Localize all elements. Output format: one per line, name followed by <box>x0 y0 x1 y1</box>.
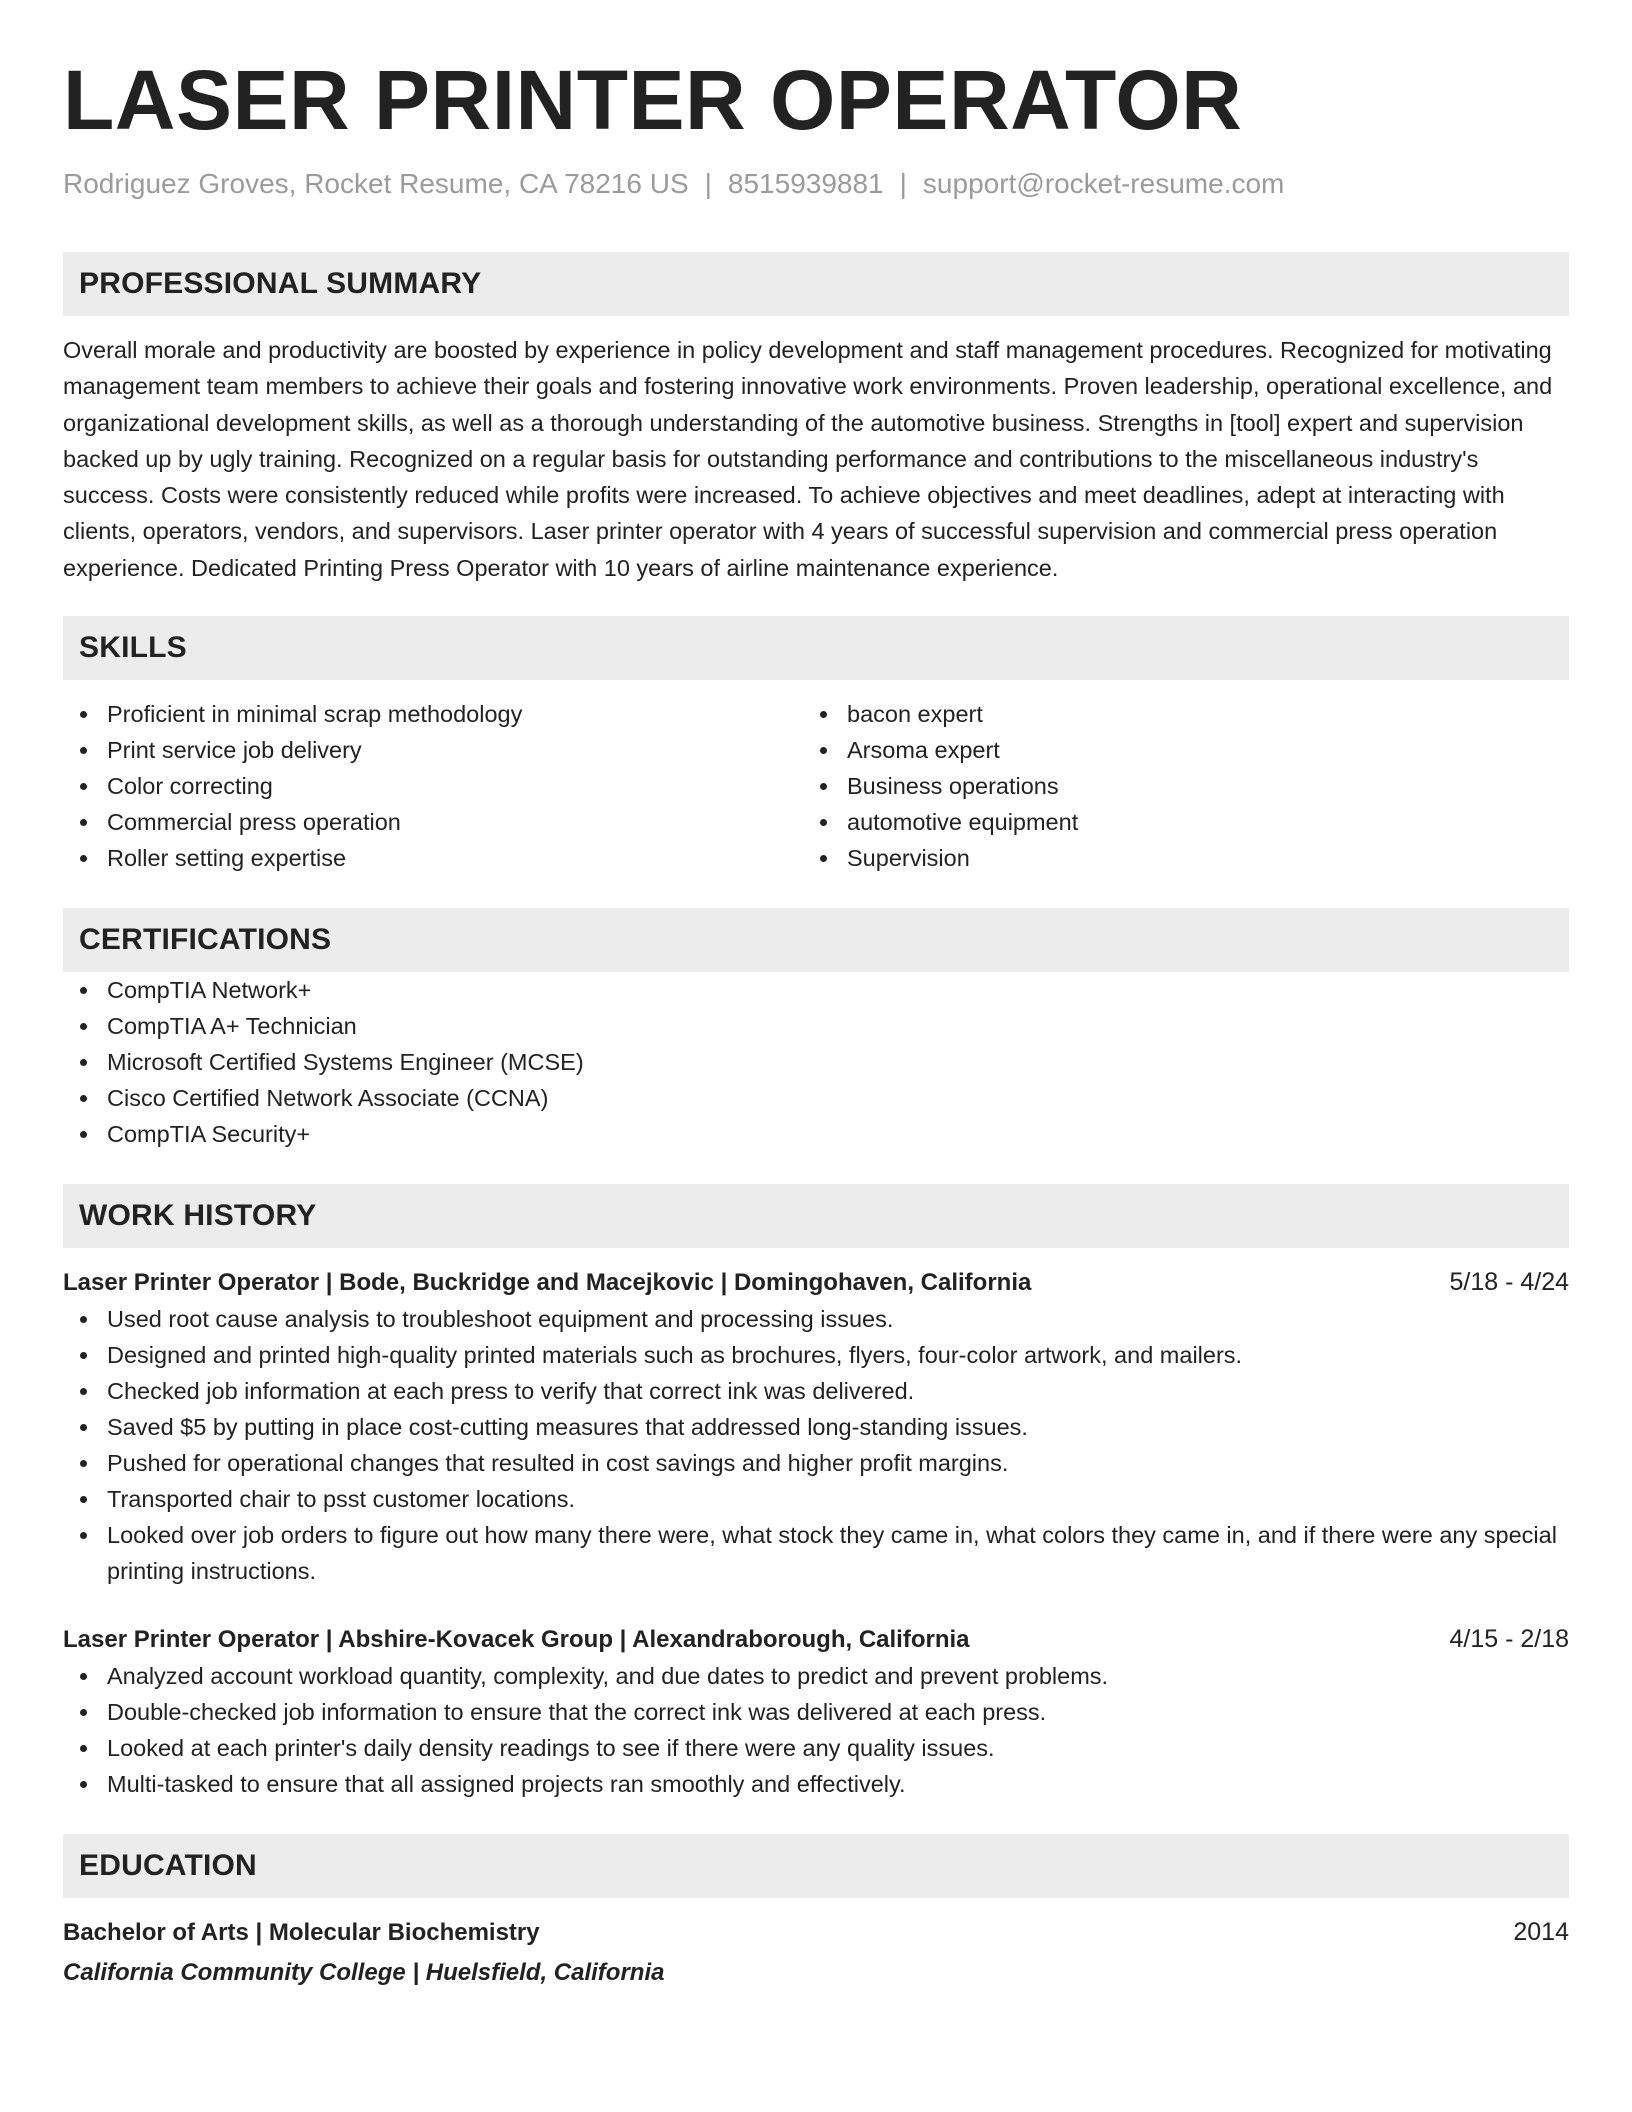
contact-separator: | <box>899 168 907 199</box>
job-entry <box>63 1621 1569 1802</box>
skills-column-left <box>63 696 803 876</box>
education-section <box>63 1834 1569 1991</box>
skills-heading: SKILLS <box>63 616 1569 680</box>
skill-item: Business operations <box>803 768 1543 804</box>
job-bullet: Designed and printed high-quality printed materials such as brochures, flyers, four-color artwork, and mailers. <box>63 1337 1569 1373</box>
education-school: California Community College | Huelsfield, California <box>63 1959 665 1987</box>
contact-address: Rodriguez Groves, Rocket Resume, CA 78216 US <box>63 168 689 199</box>
work-history-heading: WORK HISTORY <box>63 1184 1569 1248</box>
skill-item: Supervision <box>803 840 1543 876</box>
education-header <box>63 1914 1569 1951</box>
job-dates: 4/15 - 2/18 <box>1449 1625 1569 1654</box>
skill-item: Proficient in minimal scrap methodology <box>63 696 803 732</box>
job-header <box>63 1264 1569 1301</box>
certifications-list <box>63 972 1569 1152</box>
job-bullet: Transported chair to psst customer locations. <box>63 1481 1569 1517</box>
skill-item: Commercial press operation <box>63 804 803 840</box>
education-year: 2014 <box>1513 1918 1569 1947</box>
job-dates: 5/18 - 4/24 <box>1449 1268 1569 1297</box>
contact-separator: | <box>704 168 712 199</box>
skill-item: Color correcting <box>63 768 803 804</box>
summary-text: Overall morale and productivity are boosted by experience in policy development and staff management procedures. Recognized for motivating management team members to achieve their goals and fostering innovative work environments. Proven leadership, operational excellence, and organizational development skills, as well as a thorough understanding of the automotive business. Strengths in [tool] expert and supervision backed up by ugly training. Recognized on a regular basis for outstanding performance and contributions to the miscellaneous industry's success. Costs were consistently reduced while profits were increased. To achieve objectives and meet deadlines, adept at interacting with clients, operators, vendors, and supervisors. Laser printer operator with 4 years of successful supervision and commercial press operation experience. Dedicated Printing Press Operator with 10 years of airline maintenance experience. <box>63 337 1553 581</box>
job-bullet: Pushed for operational changes that resulted in cost savings and higher profit margins. <box>63 1445 1569 1481</box>
summary-heading: PROFESSIONAL SUMMARY <box>63 252 1569 316</box>
job-bullets <box>63 1301 1569 1589</box>
contact-line <box>63 166 1569 202</box>
skills-grid <box>63 696 1569 876</box>
job-entry <box>63 1264 1569 1589</box>
certification-item: CompTIA A+ Technician <box>63 1008 1569 1044</box>
contact-phone: 8515939881 <box>727 168 884 199</box>
job-title: Laser Printer Operator | Abshire-Kovacek Group | Alexandraborough, California <box>63 1626 970 1654</box>
job-bullet: Multi-tasked to ensure that all assigned projects ran smoothly and effectively. <box>63 1766 1569 1802</box>
job-title: Laser Printer Operator | Bode, Buckridge and Macejkovic | Domingohaven, California <box>63 1269 1032 1297</box>
work-history-section <box>63 1184 1569 1802</box>
certifications-section <box>63 908 1569 1152</box>
skills-section <box>63 616 1569 876</box>
job-bullets <box>63 1658 1569 1802</box>
summary-section <box>63 252 1569 586</box>
certification-item: Cisco Certified Network Associate (CCNA) <box>63 1080 1569 1116</box>
skill-item: bacon expert <box>803 696 1543 732</box>
candidate-name: LASER PRINTER OPERATOR <box>63 53 1243 147</box>
job-bullet: Used root cause analysis to troubleshoot equipment and processing issues. <box>63 1301 1569 1337</box>
job-bullet: Looked over job orders to figure out how many there were, what stock they came in, what colors they came in, and if there were any special printing instructions. <box>63 1517 1569 1589</box>
education-degree: Bachelor of Arts | Molecular Biochemistry <box>63 1919 540 1947</box>
skill-item: Roller setting expertise <box>63 840 803 876</box>
certification-item: Microsoft Certified Systems Engineer (MCSE) <box>63 1044 1569 1080</box>
job-bullet: Checked job information at each press to verify that correct ink was delivered. <box>63 1373 1569 1409</box>
skill-item: Arsoma expert <box>803 732 1543 768</box>
contact-email: support@rocket-resume.com <box>922 168 1285 199</box>
skills-column-right <box>803 696 1543 876</box>
certification-item: CompTIA Security+ <box>63 1116 1569 1152</box>
job-bullet: Saved $5 by putting in place cost-cutting measures that addressed long-standing issues. <box>63 1409 1569 1445</box>
job-bullet: Analyzed account workload quantity, complexity, and due dates to predict and prevent problems. <box>63 1658 1569 1694</box>
job-header <box>63 1621 1569 1658</box>
job-bullet: Looked at each printer's daily density readings to see if there were any quality issues. <box>63 1730 1569 1766</box>
education-heading: EDUCATION <box>63 1834 1569 1898</box>
certification-item: CompTIA Network+ <box>63 972 1569 1008</box>
certifications-heading: CERTIFICATIONS <box>63 908 1569 972</box>
skill-item: Print service job delivery <box>63 732 803 768</box>
skill-item: automotive equipment <box>803 804 1543 840</box>
job-bullet: Double-checked job information to ensure that the correct ink was delivered at each press. <box>63 1694 1569 1730</box>
